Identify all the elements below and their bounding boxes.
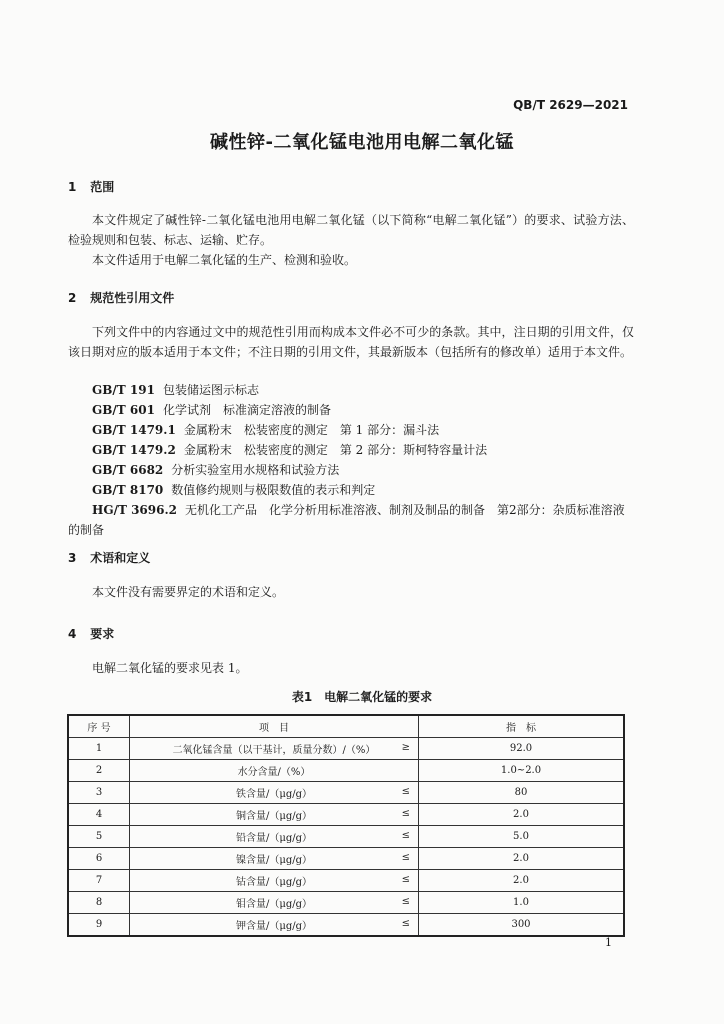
item-name: 铁含量/（μg/g） [235,789,313,800]
reference-item [92,380,632,400]
cell-item [130,804,419,826]
item-name: 水分含量/（%） [237,767,311,778]
section-number: 2 [68,291,77,305]
item-operator: ≥ [401,742,410,753]
reference-item [92,480,632,500]
page-number: 1 [605,936,612,949]
item-name: 钴含量/（μg/g） [235,877,313,888]
requirements-table [67,714,625,937]
section-number: 4 [68,627,77,641]
table-row [68,738,624,760]
reference-item [92,420,632,440]
reference-item [92,400,632,420]
item-operator: ≤ [401,830,410,841]
item-name: 铜含量/（μg/g） [235,811,313,822]
cell-item [130,848,419,870]
section-heading-normative-references [68,289,174,306]
cell-item [130,826,419,848]
scope-paragraph-1: 本文件规定了碱性锌-二氧化锰电池用电解二氧化锰（以下简称“电解二氧化锰”）的要求、试验方法、检验规则和包装、标志、运输、贮存。 [68,213,634,247]
cell-value: 2.0 [419,870,625,892]
cell-value: 1.0 [419,892,625,914]
normative-intro-paragraph: 下列文件中的内容通过文中的规范性引用而构成本文件必不可少的条款。其中，注日期的引用文件，仅该日期对应的版本适用于本文件；不注日期的引用文件，其最新版本（包括所有的修改单）适用于本文件。 [68,325,634,359]
item-operator: ≤ [401,918,410,929]
column-header-value: 指 标 [419,715,625,738]
cell-no: 4 [68,804,130,826]
item-name: 钾含量/（μg/g） [235,921,313,932]
cell-no: 2 [68,760,130,782]
cell-value: 1.0~2.0 [419,760,625,782]
cell-value: 5.0 [419,826,625,848]
table-row [68,782,624,804]
section-heading-terms [68,549,150,566]
item-name: 二氧化锰含量（以干基计，质量分数）/（%） [172,745,376,756]
reference-code: GB/T 6682 [92,463,164,477]
table-row [68,870,624,892]
reference-title: 化学试剂 标准滴定溶液的制备 [162,403,331,417]
item-operator: ≤ [401,808,410,819]
section-title: 术语和定义 [90,551,151,565]
section-title: 范围 [90,180,115,194]
cell-no: 6 [68,848,130,870]
cell-no: 5 [68,826,130,848]
table-row [68,804,624,826]
reference-code: HG/T 3696.2 [92,503,178,517]
reference-title: 金属粉末 松装密度的测定 第 2 部分：斯柯特容量计法 [183,443,488,457]
document-title: 碱性锌-二氧化锰电池用电解二氧化锰 [210,132,514,153]
section-number: 3 [68,551,77,565]
section-heading-requirements [68,625,114,642]
cell-item [130,892,419,914]
table-header-row [68,715,624,738]
cell-item [130,914,419,937]
table-row [68,914,624,937]
item-operator: ≤ [401,896,410,907]
cell-no: 9 [68,914,130,937]
column-header-item: 项 目 [130,715,419,738]
reference-title: 无机化工产品 化学分析用标准溶液、制剂及制品的制备 第2部分：杂质标准溶液的制备 [68,503,625,537]
cell-value: 2.0 [419,804,625,826]
table-row [68,848,624,870]
reference-title: 包装储运图示标志 [162,383,259,397]
item-operator: ≤ [401,852,410,863]
reference-title: 金属粉末 松装密度的测定 第 1 部分：漏斗法 [183,423,440,437]
section-number: 1 [68,180,77,194]
reference-item [68,500,634,540]
column-header-no: 序 号 [68,715,130,738]
item-operator: ≤ [401,874,410,885]
reference-title: 数值修约规则与极限数值的表示和判定 [171,483,376,497]
reference-item [92,460,632,480]
cell-value: 80 [419,782,625,804]
cell-no: 8 [68,892,130,914]
item-operator: ≤ [401,786,410,797]
cell-value: 2.0 [419,848,625,870]
cell-item [130,760,419,782]
section-heading-scope [68,178,114,195]
standard-number: QB/T 2629—2021 [513,98,628,112]
section-title: 规范性引用文件 [90,291,175,305]
table-row [68,760,624,782]
cell-item [130,870,419,892]
reference-code: GB/T 1479.2 [92,443,176,457]
cell-item [130,738,419,760]
section-title: 要求 [90,627,115,641]
reference-code: GB/T 601 [92,403,155,417]
table-caption: 表1 电解二氧化锰的要求 [291,690,433,704]
cell-no: 7 [68,870,130,892]
cell-no: 3 [68,782,130,804]
item-name: 镍含量/（μg/g） [235,855,313,866]
cell-no: 1 [68,738,130,760]
table-row [68,826,624,848]
scope-paragraph-2: 本文件适用于电解二氧化锰的生产、检测和验收。 [92,253,357,267]
reference-title: 分析实验室用水规格和试验方法 [171,463,340,477]
table-row [68,892,624,914]
item-name: 钼含量/（μg/g） [235,899,313,910]
reference-code: GB/T 8170 [92,483,164,497]
requirements-paragraph: 电解二氧化锰的要求见表 1。 [92,661,248,675]
terms-paragraph: 本文件没有需要界定的术语和定义。 [92,585,285,599]
reference-code: GB/T 1479.1 [92,423,176,437]
cell-value: 92.0 [419,738,625,760]
item-name: 铅含量/（μg/g） [235,833,313,844]
cell-item [130,782,419,804]
reference-code: GB/T 191 [92,383,155,397]
reference-item [92,440,632,460]
cell-value: 300 [419,914,625,937]
